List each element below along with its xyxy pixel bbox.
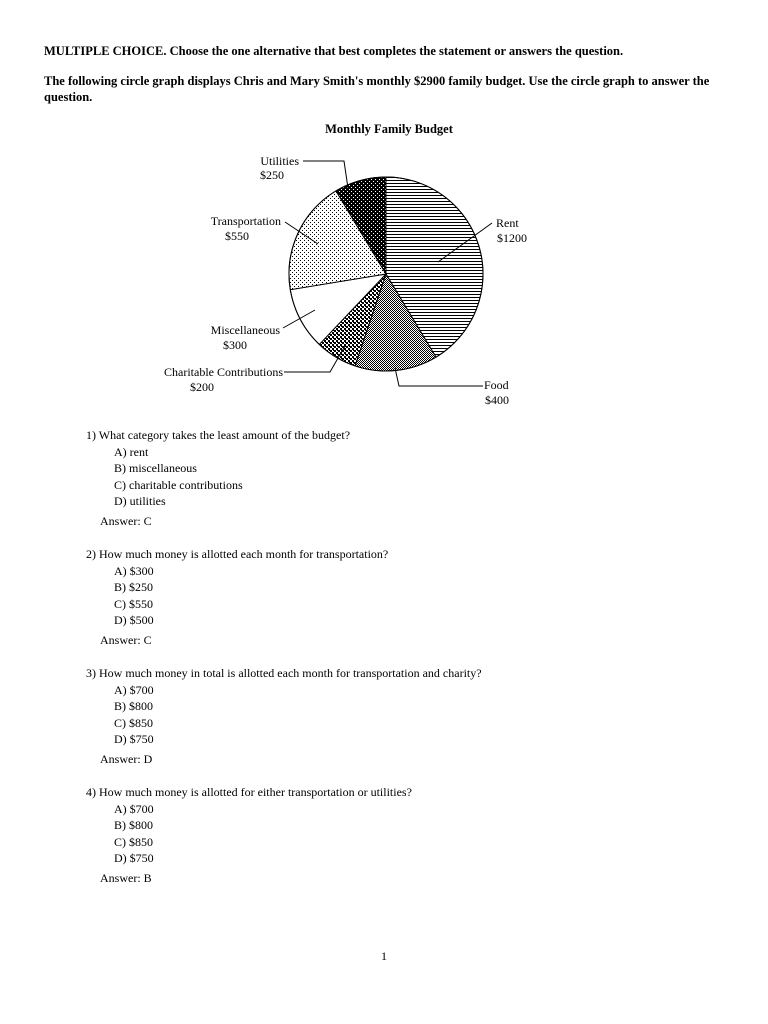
answer-options [86, 563, 388, 629]
question-stem: 2) How much money is allotted each month for transportation? [86, 547, 389, 561]
answer-option: A) $300 [114, 563, 154, 578]
chart-title: Monthly Family Budget [325, 122, 453, 136]
slice-value-label: $300 [223, 338, 247, 352]
answer-option: B) miscellaneous [114, 461, 197, 476]
answer-key: Answer: C [100, 513, 152, 528]
answer-options [86, 444, 350, 510]
answer-option: C) charitable contributions [114, 477, 243, 492]
leader-line [395, 368, 483, 386]
answer-option: D) $750 [114, 851, 154, 866]
answer-option: C) $850 [114, 715, 153, 730]
answer-option: B) $800 [114, 699, 153, 714]
leader-line [303, 161, 348, 188]
answer-option: B) $800 [114, 818, 153, 833]
question-4 [86, 784, 412, 887]
answer-options [86, 682, 482, 748]
question-2 [86, 546, 388, 649]
answer-key: Answer: D [100, 751, 153, 766]
answer-key: Answer: C [100, 632, 152, 647]
answer-option: D) $750 [114, 732, 154, 747]
instructions: MULTIPLE CHOICE. Choose the one alternative that best completes the statement or answers the question. [44, 44, 624, 58]
slice-label: Miscellaneous [210, 323, 280, 337]
page-number: 1 [381, 949, 387, 963]
question-stem: 3) How much money in total is allotted each month for transportation and charity? [86, 666, 482, 680]
question-stem: 4) How much money is allotted for either transportation or utilities? [86, 785, 412, 799]
answer-option: A) $700 [114, 682, 154, 697]
answer-option: A) $700 [114, 801, 154, 816]
answer-option: C) $550 [114, 596, 153, 611]
answer-option: D) utilities [114, 494, 166, 509]
answer-option: B) $250 [114, 580, 153, 595]
slice-value-label: $1200 [497, 231, 527, 245]
answer-option: D) $500 [114, 613, 154, 628]
slice-label: Charitable Contributions [164, 365, 283, 379]
slice-label: Utilities [260, 154, 299, 168]
slice-label: Transportation [210, 214, 281, 228]
question-1 [86, 427, 350, 530]
slice-value-label: $550 [225, 229, 249, 243]
slice-value-label: $250 [260, 168, 284, 182]
answer-option: A) rent [114, 444, 149, 459]
slice-label: Rent [496, 216, 519, 230]
question-stem: 1) What category takes the least amount of the budget? [86, 428, 351, 442]
answer-key: Answer: B [100, 870, 152, 885]
slice-label: Food [484, 378, 509, 392]
question-3 [86, 665, 482, 768]
answer-options [86, 801, 412, 867]
slice-value-label: $400 [485, 393, 509, 407]
pie-chart [0, 0, 768, 420]
answer-option: C) $850 [114, 834, 153, 849]
slice-value-label: $200 [190, 380, 214, 394]
intro-text: The following circle graph displays Chris and Mary Smith's monthly $2900 family budget. Use the circle graph to answer the question. [44, 74, 710, 104]
